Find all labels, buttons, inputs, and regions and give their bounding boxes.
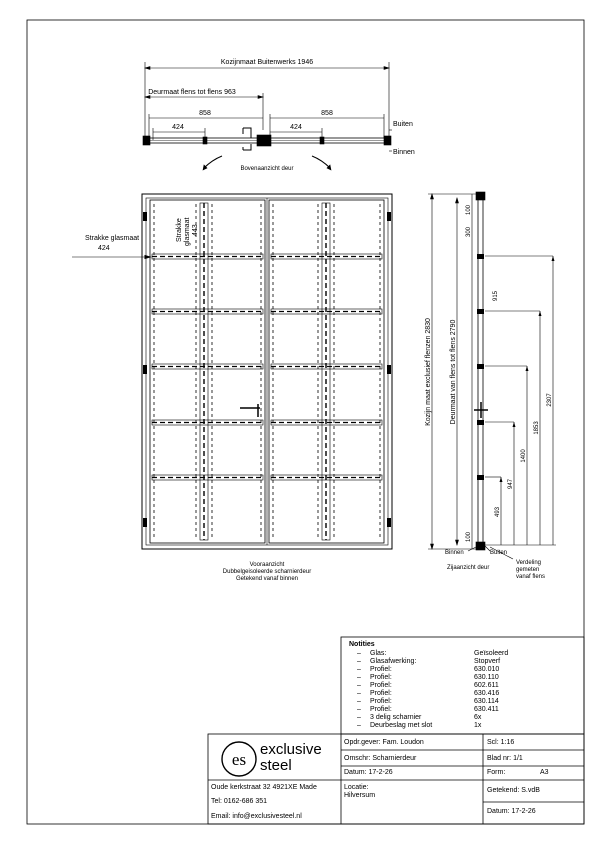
- notes-row-value: Geïsoleerd: [474, 650, 509, 657]
- notes-bullet: –: [357, 682, 361, 689]
- notes-row-label: Profiel:: [370, 682, 392, 689]
- notes-bullet: –: [357, 722, 361, 729]
- date-field: Datum: 17-2-26: [344, 769, 393, 776]
- side-note-2: gemeten: [516, 567, 540, 573]
- dim-493: 493: [495, 506, 501, 518]
- logo-word-exclusive: exclusive: [260, 741, 322, 758]
- left-leaf-width: 858: [199, 110, 211, 117]
- notes-title: Notities: [349, 641, 375, 648]
- glass-vertical-label-2: glasmaat: [184, 217, 191, 246]
- dim-2307: 2307: [547, 393, 553, 407]
- scale-field: Scl: 1:16: [487, 739, 515, 746]
- dim-1400: 1400: [521, 449, 527, 463]
- dim-bottom-100: 100: [466, 531, 472, 543]
- notes-row-value: Stopverf: [474, 658, 501, 665]
- notes-row-value: 1x: [474, 722, 482, 729]
- front-view: [72, 194, 392, 549]
- notes-row-value: 602.611: [474, 682, 499, 689]
- frame-height-label: Kozijn maat exclusief flenzen 2830: [425, 318, 432, 426]
- front-view-caption-3: Getekend vanaf binnen: [235, 576, 299, 582]
- side-note-3: vanaf flens: [516, 574, 546, 580]
- dim-top-100: 100: [466, 204, 472, 216]
- inside-label-top: Binnen: [393, 149, 415, 156]
- location-label: Locatie:: [344, 784, 369, 791]
- notes-row-value: 630.416: [474, 690, 500, 697]
- dim-300: 300: [466, 226, 472, 238]
- notes-row-value: 630.114: [474, 698, 499, 705]
- dim-1853: 1853: [534, 421, 540, 435]
- front-view-caption-1: Vooraanzicht: [249, 562, 285, 568]
- notes-row-label: Profiel:: [370, 674, 392, 681]
- notes-bullet: –: [357, 674, 361, 681]
- company-email: Email: info@exclusivesteel.nl: [211, 813, 302, 820]
- notes-row-value: 630.411: [474, 706, 499, 713]
- glass-size-value: 424: [98, 245, 110, 252]
- dim-915: 915: [493, 290, 499, 302]
- logo-icon: [220, 740, 258, 778]
- left-half-width: 424: [172, 124, 184, 131]
- glass-size-label: Strakke glasmaat: [85, 235, 140, 242]
- company-phone: Tel: 0162-686 351: [211, 798, 268, 805]
- front-view-caption-2: Dubbelgeisoleerde scharnierdeur: [222, 569, 312, 575]
- notes-row-label: Profiel:: [370, 666, 392, 673]
- right-leaf-width: 858: [321, 110, 333, 117]
- overall-width-label: Kozijnmaat Buitenwerks 1946: [220, 59, 314, 66]
- side-note-1: Verdeling: [516, 560, 542, 566]
- notes-bullet: –: [357, 706, 361, 713]
- notes-row-label: Glas:: [370, 650, 387, 657]
- top-view-caption: Bovenaanzicht deur: [240, 166, 294, 172]
- outside-label-side: Buiten: [490, 550, 508, 556]
- company-logo: [218, 738, 336, 780]
- notes-row-value: 6x: [474, 714, 482, 721]
- sheet-field: Blad nr: 1/1: [487, 755, 523, 762]
- notes-bullet: –: [357, 658, 361, 665]
- inside-label-side: Binnen: [445, 550, 464, 556]
- notes-row-label: Profiel:: [370, 706, 392, 713]
- notes-row-label: Glasafwerking:: [370, 658, 417, 665]
- outside-label-top: Buiten: [393, 121, 413, 128]
- dim-947: 947: [508, 478, 514, 490]
- location-value: Hilversum: [344, 792, 376, 799]
- door-height-label: Deurmaat van flens tot flens 2790: [450, 319, 457, 425]
- logo-word-steel: steel: [260, 757, 292, 774]
- form-value: A3: [540, 769, 549, 776]
- top-view: [143, 62, 392, 170]
- notes-row-label: Profiel:: [370, 690, 392, 697]
- notes-bullet: –: [357, 666, 361, 673]
- notes-row-label: Deurbeslag met slot: [370, 722, 433, 729]
- notes-bullet: –: [357, 698, 361, 705]
- notes-row-value: 630.110: [474, 674, 499, 681]
- side-view: [428, 192, 556, 559]
- right-half-width: 424: [290, 124, 302, 131]
- description-field: Omschr: Scharnierdeur: [344, 755, 417, 762]
- drawn-by-field: Getekend: S.vdB: [487, 787, 540, 794]
- glass-vertical-label-1: Strakke: [176, 218, 183, 242]
- side-view-caption: Zijaanzicht deur: [447, 565, 490, 571]
- svg-text:es: es: [231, 750, 247, 769]
- notes-bullet: –: [357, 650, 361, 657]
- client-field: Opdr.gever: Fam. Loudon: [344, 739, 424, 746]
- notes-row-label: Profiel:: [370, 698, 392, 705]
- notes-row-label: 3 delig scharnier: [370, 714, 422, 721]
- company-address: Oude kerkstraat 32 4921XE Made: [211, 784, 317, 791]
- drawn-date-field: Datum: 17-2-26: [487, 808, 536, 815]
- notes-bullet: –: [357, 690, 361, 697]
- notes-row-value: 630.010: [474, 666, 500, 673]
- notes-bullet: –: [357, 714, 361, 721]
- glass-vertical-value: 443: [192, 224, 199, 236]
- door-width-label: Deurmaat flens tot flens 963: [148, 89, 236, 96]
- form-label: Form:: [487, 769, 506, 776]
